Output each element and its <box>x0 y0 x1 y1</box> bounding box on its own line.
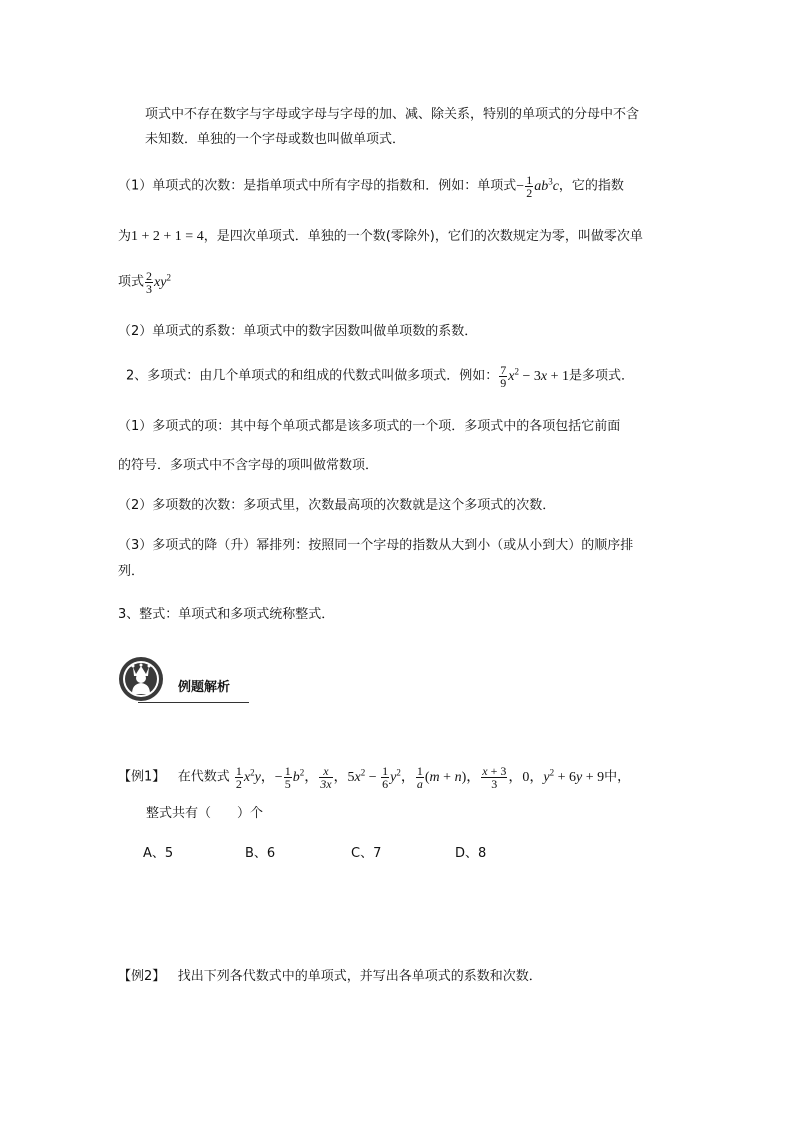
monomial-degree-line-3 <box>118 270 171 295</box>
section-title: 例题解析 <box>178 680 231 695</box>
monomial-degree-text-2: ，是四次单项式．单独的一个数(零除外)，它们的次数规定为零，叫做零次单 <box>203 229 643 244</box>
example-1-tag: 【例1】 <box>118 769 166 785</box>
monomial-degree-line-2 <box>118 228 643 246</box>
option-b: B、6 <box>245 846 276 861</box>
monomial-degree-text: （1）单项式的次数：是指单项式中所有字母的指数和．例如：单项式 <box>118 178 517 194</box>
integral-expression-definition: 3、整式：单项式和多项式统称整式． <box>118 607 335 622</box>
option-c: C、7 <box>351 846 382 861</box>
polynomial-text-end: 是多项式． <box>569 368 635 384</box>
zero-degree-prefix: 项式 <box>118 274 145 290</box>
example-1-line-2: 整式共有（ ）个 <box>146 806 264 821</box>
monomial-coefficient: （2）单项式的系数：单项式中的数字因数叫做单项数的系数． <box>118 324 478 339</box>
monomial-example-expression: − $\frac{1}{2}$ $ab^3c$ <box>516 173 559 200</box>
option-d: D、8 <box>455 846 487 861</box>
example-1-suffix: 中， <box>604 769 631 785</box>
example-1-expressions: $\frac{1}{2}$ $x^2y$，− $\frac{1}{5}$ $b^2$， $\frac{x}{3x}$ ，$5x^2$ − $\frac{1}{6}$ $y^2$， $\frac{1}{a}$ (m + n)， $\frac{x + 3}{3}$ ，0，$y^2 + 6y + 9$ <box>235 764 605 791</box>
ordering-line-2: 列． <box>118 564 145 579</box>
terms-line-1: （1）多项式的项：其中每个单项式都是该多项式的一个项．多项式中的各项包括它前面 <box>118 419 621 434</box>
terms-line-2: 的符号．多项式中不含字母的项叫做常数项． <box>118 458 379 473</box>
example-1-question <box>118 765 630 790</box>
monomial-example-2: $\frac{2}{3}$ $xy^2$ <box>146 269 171 296</box>
ordering-line-1: （3）多项式的降（升）幂排列：按照同一个字母的指数从大到小（或从小到大）的顺序排 <box>118 538 634 553</box>
intro-line-1: 项式中不存在数字与字母或字母与字母的加、减、除关系，特别的单项式的分母中不含 <box>145 107 640 122</box>
monomial-degree-prefix: 为 <box>118 229 132 244</box>
section-underline <box>138 702 249 703</box>
monomial-degree-line-1 <box>118 174 624 199</box>
example-2-question <box>118 968 542 986</box>
example-2-tag: 【例2】 <box>118 969 166 984</box>
option-a: A、5 <box>143 846 174 861</box>
polynomial-definition <box>126 364 634 389</box>
polynomial-example: $\frac{7}{9}$ $x^2 - 3x + 1$ <box>500 363 570 390</box>
polynomial-text: 2、多项式：由几个单项式的和组成的代数式叫做多项式．例如： <box>126 368 499 384</box>
monomial-degree-text-end: ，它的指数 <box>558 178 624 194</box>
intro-line-2: 未知数．单独的一个字母或数也叫做单项式． <box>145 132 406 147</box>
polynomial-degree: （2）多项数的次数：多项式里，次数最高项的次数就是这个多项式的次数． <box>118 498 556 513</box>
exponent-sum: 1 + 2 + 1 = 4 <box>131 229 204 244</box>
example-2-text: 找出下列各代数式中的单项式，并写出各单项式的系数和次数． <box>177 969 542 984</box>
example-1-prefix: 在代数式 <box>177 769 230 785</box>
